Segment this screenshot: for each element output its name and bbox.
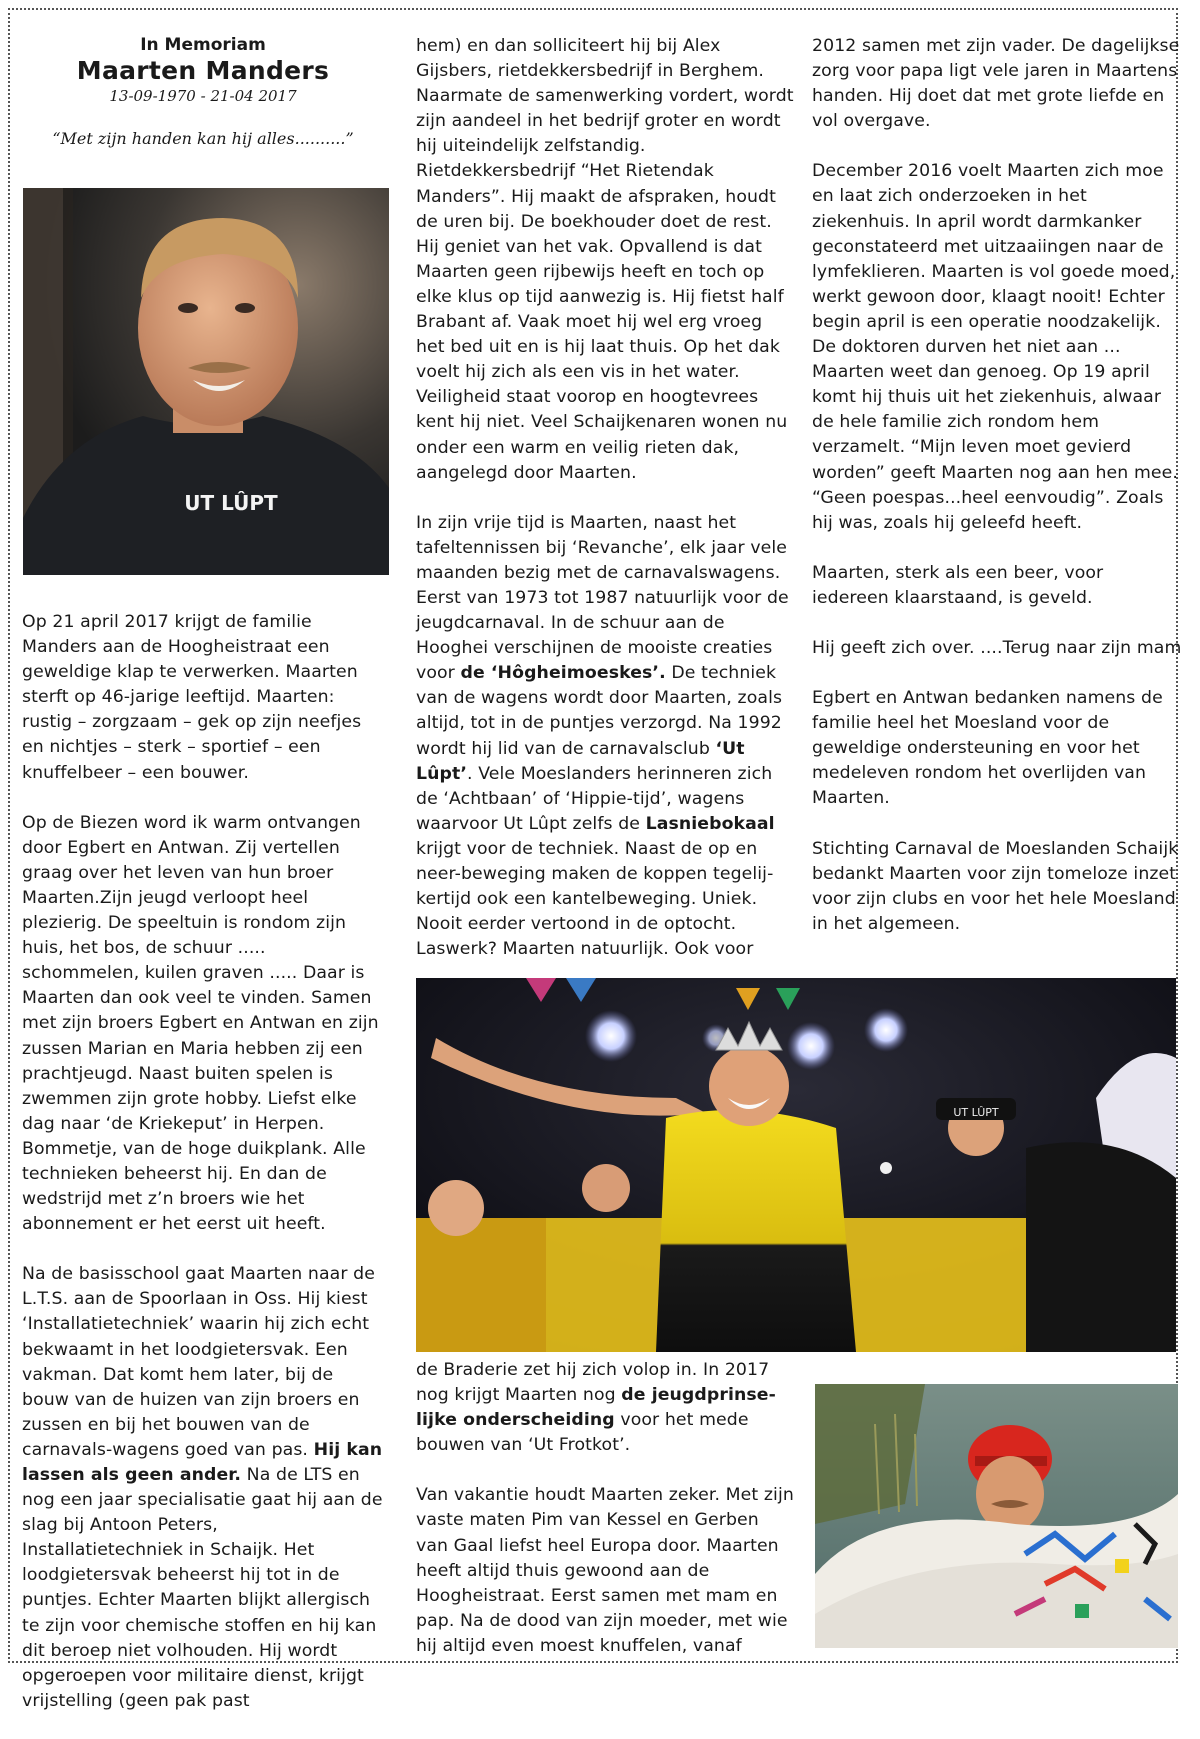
article-column-2: [416, 34, 796, 987]
text-run: . Vele Moeslanders herinneren zich de ‘Achtbaan’ of ‘Hippie-tijd’, wagens waarvoor Ut Lûpt zelfs de: [416, 763, 773, 834]
cap-print-text: UT LÛPT: [953, 1106, 999, 1119]
paragraph: [416, 1358, 796, 1458]
text-run: krijgt voor de techniek. Naast de op en neer-beweging maken de koppen tegelij-kertijd ook een kantelbeweging. Uniek. Nooit eerder vertoond in de optocht. Laswerk? Maarten natuurlijk. Ook voor: [416, 838, 774, 960]
paragraph: Op de Biezen word ik warm ontvangen door Egbert en Antwan. Zij vertellen graag over het leven van hun broer Maarten.Zijn jeugd verloopt heel plezierig. De speeltuin is rondom zijn huis, het bos, de schuur ..... schommelen, kuilen graven ..... Daar is Maarten dan ook veel te vinden. Samen met zijn broers Egbert en Antwan en zijn zussen Marian en Maria hebben zij een prachtjeugd. Naast buiten spelen is zwemmen zijn grote hobby. Liefst elke dag naar ‘de Kriekeput’ in Herpen. Bommetje, van de hoge duikplank. Alle technieken beheerst hij. En dan de wedstrijd met z’n broers wie het abonnement er het eerst uit heeft.: [22, 812, 379, 1235]
memorial-header: [22, 34, 384, 150]
shirt-print-text: UT LÛPT: [184, 491, 278, 515]
paragraph: Op 21 april 2017 krijgt de familie Manders aan de Hoogheistraat een geweldige klap te verwerken. Maarten sterft op 46-jarige leeftijd. Maarten: rustig – zorgzaam – gek op zijn neefjes en nichtjes – sterk – sportief – een knuffelbeer – een bouwer.: [22, 612, 362, 783]
portrait-photo: [23, 188, 389, 575]
carnival-photo: [416, 978, 1176, 1352]
article-column-1: [22, 610, 384, 1739]
text-run: In zijn vrije tijd is Maarten, naast het tafeltennissen bij ‘Revanche’, elk jaar vele maanden bezig met de carnavalswagens. Eerst van 1973 tot 1987 natuurlijk voor de jeugdcarnaval. In de schuur aan de Hooghei verschijnen de mooiste creaties voor: [416, 512, 789, 684]
paragraph: [22, 1262, 384, 1714]
text-run: voor het mede bouwen van ‘Ut Frotkot’.: [416, 1410, 749, 1456]
article-column-2-continued: [416, 1358, 796, 1684]
paragraph: December 2016 voelt Maarten zich moe en laat zich onderzoeken in het ziekenhuis. In april wordt darmkanker geconstateerd met uitzaaiingen naar de lymfeklieren. Maarten is vol goede moed, werkt gewoon door, klaagt nooit! Echter begin april is een operatie noodzakelijk. De doktoren durven het niet aan ... Maarten weet dan genoeg. Op 19 april komt hij thuis uit het ziekenhuis, alwaar de hele familie zich rondom hem verzamelt. “Mijn leven moet gevierd worden” geeft Maarten nog aan hen mee. “Geen poespas...heel eenvoudig”. Zoals hij was, zoals hij geleefd heeft.: [812, 161, 1178, 533]
text-run: Na de basisschool gaat Maarten naar de L.T.S. aan de Spoorlaan in Oss. Hij kiest ‘Installatietechniek’ waarin hij zich echt bekwaamt in het loodgietersvak. Een vakman. Dat komt hem later, bij de bouw van de huizen van zijn broers en zussen en bij het bouwen van de carnavals-wagens goed van pas.: [22, 1264, 375, 1460]
life-dates: 13-09-1970 - 21-04 2017: [109, 87, 297, 105]
bold-text-run: Hij kan lassen als geen ander.: [22, 1439, 383, 1485]
paragraph: hem) en dan solliciteert hij bij Alex Gijsbers, rietdekkersbedrijf in Berghem. Naarmate de samenwerking vordert, wordt zijn aandeel in het bedrijf groter en wordt hij uiteindelijk zelfstandig. Rietdekkersbedrijf “Het Rietendak Manders”. Hij maakt de afspraken, houdt de uren bij. De boekhouder doet de rest. Hij geniet van het vak. Opvallend is dat Maarten geen rijbewijs heeft en toch op elke klus op tijd aanwezig is. Hij fietst half Brabant af. Vaak moet hij wel erg vroeg het bed uit en is hij laat thuis. Op het dak voelt hij zich als een vis in het water. Veiligheid staat voorop en hoogtevrees kent hij niet. Veel Schaijkenaren wonen nu onder een warm en veilig rieten dak, aangelegd door Maarten.: [416, 36, 794, 483]
shirt-print: [184, 491, 278, 515]
text-run: De techniek van de wagens wordt door Maarten, zoals altijd, tot in de puntjes verzorgd. Na 1992 wordt hij lid van de carnavalsclub: [416, 663, 783, 759]
paragraph: Egbert en Antwan bedanken namens de familie heel het Moesland voor de geweldige ondersteuning en voor het medeleven rondom het overlijden van Maarten.: [812, 688, 1163, 809]
text-run: de Braderie zet hij zich volop in. In 2017 nog krijgt Maarten nog: [416, 1360, 770, 1406]
bold-text-run: ‘Ut Lûpt’: [416, 738, 745, 784]
quote: “Met zijn handen kan hij alles..........”: [52, 129, 354, 148]
paragraph: Maarten, sterk als een beer, voor iedereen klaarstaand, is geveld.: [812, 562, 1104, 608]
kayak-photo: [815, 1384, 1178, 1648]
paragraph: Van vakantie houdt Maarten zeker. Met zijn vaste maten Pim van Kessel en Gerben van Gaal liefst heel Europa door. Maarten heeft altijd thuis gewoond aan de Hoogheistraat. Eerst samen met mam en pap. Na de dood van zijn moeder, met wie hij altijd even moest knuffelen, vanaf: [416, 1485, 794, 1656]
paragraph: Hij geeft zich over. ....Terug naar zijn mam: [812, 637, 1182, 658]
page-title: Maarten Manders: [76, 56, 330, 85]
paragraph: 2012 samen met zijn vader. De dagelijkse zorg voor papa ligt vele jaren in Maartens handen. Hij doet dat met grote liefde en vol overgave.: [812, 36, 1180, 132]
paragraph: [416, 511, 796, 963]
bold-text-run: Lasniebokaal: [645, 813, 775, 834]
bold-text-run: de ‘Hôgheimoeskes’.: [460, 663, 666, 684]
carnival-illustration: [416, 978, 1176, 1352]
portrait-illustration: [23, 188, 389, 575]
kicker-label: In Memoriam: [140, 35, 266, 55]
article-column-3: [812, 34, 1182, 962]
paragraph: Stichting Carnaval de Moeslanden Schaijk bedankt Maarten voor zijn tomeloze inzet voor zijn clubs en voor het hele Moesland in het algemeen.: [812, 838, 1179, 934]
bold-text-run: de jeugdprinse-lijke onderscheiding: [416, 1385, 776, 1431]
kayak-illustration: [815, 1384, 1178, 1648]
text-run: Na de LTS en nog een jaar specialisatie gaat hij aan de slag bij Antoon Peters, Installatietechniek in Schaijk. Het loodgietersvak beheerst hij tot in de puntjes. Echter Maarten blijkt allergisch te zijn voor chemische stoffen en hij kan dit beroep niet volhouden. Hij wordt opgeroepen voor militaire dienst, krijgt vrijstelling (geen pak past: [22, 1465, 383, 1711]
